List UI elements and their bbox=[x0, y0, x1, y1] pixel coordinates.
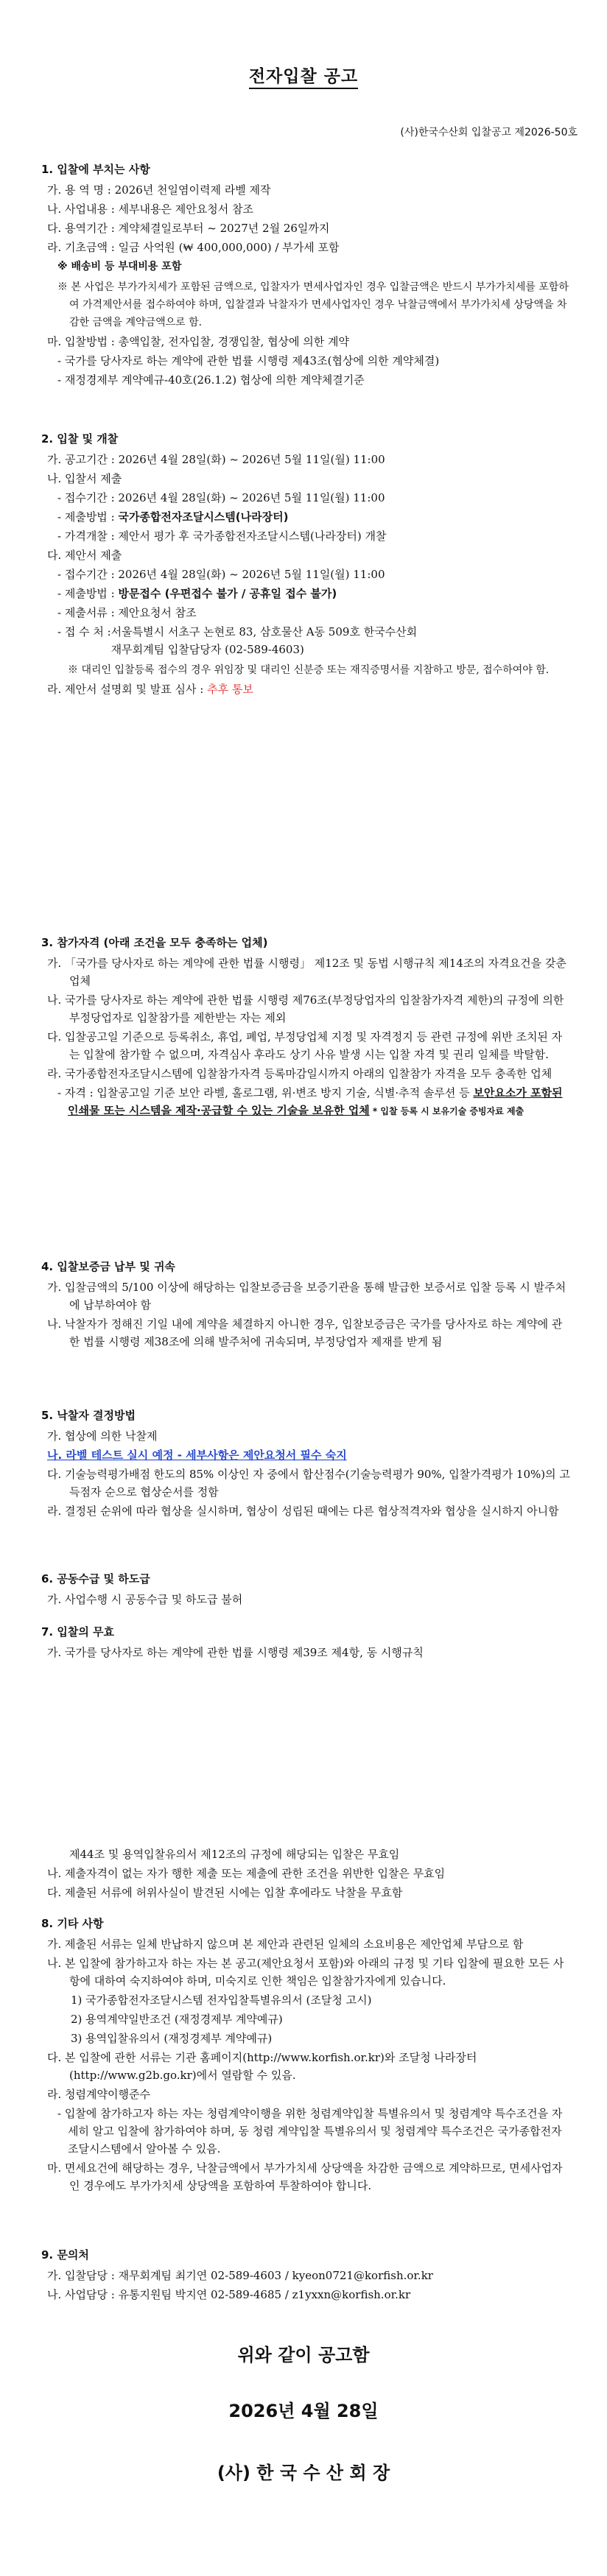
note-text: ※ 본 사업은 부가가치세가 포함된 금액으로, 입찰자가 면세사업자인 경우 입찰금액은 반드시 부가가치세를 포함하여 가격제안서를 접수하여야 하며, 입찰결과 낙찰자가 면세사업자인 경우 낙찰금액에서 부가가치세 상당액을 차감한 금액을 계약금액으로 함. bbox=[57, 281, 569, 328]
sub-item: - 제출방법 : 국가종합전자조달시스템(나라장터) bbox=[57, 510, 289, 524]
proposal-submission-method: 방문접수 (우편접수 불가 / 공휴일 접수 불가) bbox=[118, 587, 337, 600]
list-item: 가. 용 역 명 : 2026년 천일염이력제 라벨 제작 bbox=[47, 183, 271, 197]
section-1 bbox=[41, 161, 572, 390]
list-item: 나. 사업내용 : 세부내용은 제안요청서 참조 bbox=[47, 203, 253, 216]
contact: 재무회계팀 입찰담당자 (02-589-4603) bbox=[110, 643, 304, 656]
closing-date: 2026년 4월 28일 bbox=[228, 2401, 379, 2421]
list-item: 라. 기초금액 : 일금 사억원 (₩ 400,000,000) / 부가세 포함 bbox=[47, 241, 340, 254]
list-item: 마. 면세요건에 해당하는 경우, 낙찰금액에서 부가가치세 상당액을 차감한 금액으로 계약하므로, 면세사업자인 경우에도 부가가치세 상당액을 포함하여 투찰하여야 합니다. bbox=[47, 2161, 563, 2192]
section-heading: 8. 기타 사항 bbox=[41, 1917, 104, 1930]
list-item: 가. 국가를 당사자로 하는 계약에 관한 법률 시행령 제39조 제4항, 동 시행규칙 bbox=[47, 1646, 424, 1659]
section-6 bbox=[41, 1570, 572, 1610]
section-heading: 6. 공동수급 및 하도급 bbox=[41, 1572, 150, 1586]
list-item: 다. 제안서 제출 bbox=[47, 549, 122, 562]
sub-item: - 접 수 처 : 서울특별시 서초구 논현로 83, 삼호물산 A동 509호 한국수산회 재무회계팀 입찰담당자 (02-589-4603) bbox=[57, 625, 418, 656]
list-item: 가. 「국가를 당사자로 하는 계약에 관한 법률 시행령」 제12조 및 동법 시행규칙 제14조의 자격요건을 갖춘 업체 bbox=[47, 957, 566, 988]
section-4 bbox=[41, 1258, 572, 1352]
list-item: 마. 입찰방법 : 총액입찰, 전자입찰, 경쟁입찰, 협상에 의한 계약 bbox=[47, 335, 350, 348]
sub-item: - 접수기간 : 2026년 4월 28일(화) ~ 2026년 5월 11일(월) 11:00 bbox=[57, 491, 385, 504]
reference-item: 3) 용역입찰유의서 (재정경제부 계약예규) bbox=[71, 2032, 273, 2045]
list-item: 다. 본 입찰에 관한 서류는 기관 홈페이지(http://www.korfish.or.kr)와 조달청 나라장터(http://www.g2b.go.kr)에서 열람할 수 있음. bbox=[47, 2051, 477, 2082]
section-8 bbox=[41, 1915, 572, 2196]
list-item: 가. 제출된 서류는 일체 반납하지 않으며 본 제안과 관련된 일체의 소요비용은 제안업체 부담으로 함 bbox=[47, 1938, 524, 1951]
section-heading: 4. 입찰보증금 납부 및 귀속 bbox=[41, 1260, 175, 1273]
section-heading: 1. 입찰에 부치는 사항 bbox=[41, 163, 150, 176]
sub-item: - 자격 : 입찰공고일 기준 보안 라벨, 홀로그램, 위·변조 방지 기술, 식별·추적 솔루션 등 보안요소가 포함된 인쇄물 또는 시스템을 제작·공급할 수 있는 기술을 보유한 업체 * 입찰 등록 시 보유기술 증빙자료 제출 bbox=[57, 1086, 563, 1117]
section-5 bbox=[41, 1407, 572, 1521]
note-heading: ※ 배송비 등 부대비용 포함 bbox=[57, 261, 182, 272]
sub-item: - 접수기간 : 2026년 4월 28일(화) ~ 2026년 5월 11일(월) 11:00 bbox=[57, 568, 385, 581]
closing-statement: 위와 같이 공고함 bbox=[237, 2345, 370, 2365]
sub-item: - 재정경제부 계약예규-40호(26.1.2) 협상에 의한 계약체결기준 bbox=[57, 373, 365, 387]
section-heading: 2. 입찰 및 개찰 bbox=[41, 432, 119, 446]
section-7 bbox=[41, 1623, 572, 1663]
address: 서울특별시 서초구 논현로 83, 삼호물산 A동 509호 한국수산회 bbox=[110, 625, 418, 638]
list-item: 나. 국가를 당사자로 하는 계약에 관한 법률 시행령 제76조(부정당업자의 입찰참가자격 제한)의 규정에 의한 부정당업자로 입찰참가를 제한받는 자는 제외 bbox=[47, 993, 564, 1024]
list-item: 나. 본 입찰에 참가하고자 하는 자는 본 공고(제안요청서 포함)와 아래의 규정 및 기타 입찰에 필요한 모든 사항에 대하여 숙지하여야 하며, 미숙지로 인한 책임은 입찰참가자에게 있습니다. bbox=[47, 1957, 564, 1988]
sub-item: - 입찰에 참가하고자 하는 자는 청렴계약이행을 위한 청렴계약입찰 특별유의서 및 청렴계약 특수조건을 자세히 알고 입찰에 참가하여야 하며, 동 청렴 계약입찰 특별유의서 및 청렴계약 특수조건은 국가종합전자조달시스템에서 알아볼 수 있음. bbox=[57, 2107, 563, 2156]
sub-item: - 가격개찰 : 제안서 평가 후 국가종합전자조달시스템(나라장터) 개찰 bbox=[57, 529, 387, 543]
section-heading: 7. 입찰의 무효 bbox=[41, 1625, 115, 1639]
section-heading: 3. 참가자격 (아래 조건을 모두 충족하는 업체) bbox=[41, 936, 268, 949]
list-item: 다. 제출된 서류에 허위사실이 발견된 시에는 입찰 후에라도 낙찰을 무효함 bbox=[47, 1886, 403, 1899]
list-item: 가. 사업수행 시 공동수급 및 하도급 불허 bbox=[47, 1593, 243, 1606]
sub-item: - 제출서류 : 제안요청서 참조 bbox=[57, 606, 197, 619]
contact-bid: 가. 입찰담당 : 재무회계팀 최기연 02-589-4603 / kyeon0721@korfish.or.kr bbox=[47, 2269, 433, 2282]
section-heading: 9. 문의처 bbox=[41, 2248, 89, 2262]
reference-item: 2) 용역계약일반조건 (재정경제부 계약예규) bbox=[71, 2013, 283, 2026]
list-item: 라. 제안서 설명회 및 발표 심사 : 추후 통보 bbox=[47, 683, 253, 696]
reference-item: 1) 국가종합전자조달시스템 전자입찰특별유의서 (조달청 고시) bbox=[71, 1993, 372, 2007]
issuer-name: (사) 한 국 수 산 회 장 bbox=[217, 2463, 390, 2483]
list-item: 나. 제출자격이 없는 자가 행한 제출 또는 제출에 관한 조건을 위반한 입찰은 무효임 bbox=[47, 1867, 446, 1880]
section-2 bbox=[41, 430, 572, 700]
list-item: 다. 기술능력평가배점 한도의 85% 이상인 자 중에서 합산점수(기술능력평가 90%, 입찰가격평가 10%)의 고득점자 순으로 협상순서를 정함 bbox=[47, 1468, 570, 1499]
section-3 bbox=[41, 934, 572, 1122]
label-test-notice: 나. 라벨 테스트 실시 예정 - 세부사항은 제안요청서 필수 숙지 bbox=[47, 1449, 347, 1462]
qualification-emphasis: 보안요소가 포함된 인쇄물 또는 시스템을 제작·공급할 수 있는 기술을 보유한 업체 bbox=[68, 1086, 563, 1117]
list-item: 나. 입찰서 제출 bbox=[47, 472, 122, 485]
contact-project: 나. 사업담당 : 유통지원팀 박지연 02-589-4685 / z1yxxn@korfish.or.kr bbox=[47, 2288, 411, 2301]
list-item: 라. 국가종합전자조달시스템에 입찰참가자격 등록마감일시까지 아래의 입찰참가 자격을 모두 충족한 업체 bbox=[47, 1067, 552, 1080]
document-title: 전자입찰 공고 bbox=[0, 68, 607, 85]
evidence-note: * 입찰 등록 시 보유기술 증빙자료 제출 bbox=[369, 1106, 524, 1116]
tbd-text: 추후 통보 bbox=[207, 683, 253, 696]
list-item: 나. 낙찰자가 정해진 기일 내에 계약을 체결하지 아니한 경우, 입찰보증금은 국가를 당사자로 하는 계약에 관한 법률 시행령 제38조에 의해 발주처에 귀속되며, 부정당업자 제재를 받게 됨 bbox=[47, 1317, 563, 1348]
sub-item: - 국가를 당사자로 하는 계약에 관한 법률 시행령 제43조(협상에 의한 계약체결) bbox=[57, 354, 440, 367]
list-item: 가. 입찰금액의 5/100 이상에 해당하는 입찰보증금을 보증기관을 통해 발급한 보증서로 입찰 등록 시 발주처에 납부하여야 함 bbox=[47, 1281, 566, 1312]
section-9 bbox=[41, 2246, 572, 2305]
section-heading: 5. 낙찰자 결정방법 bbox=[41, 1409, 136, 1422]
list-item: 가. 공고기간 : 2026년 4월 28일(화) ~ 2026년 5월 11일(월) 11:00 bbox=[47, 453, 385, 466]
note-text: ※ 대리인 입찰등록 접수의 경우 위임장 및 대리인 신분증 또는 재직증명서를 지참하고 방문, 접수하여야 함. bbox=[68, 664, 550, 676]
section-7-continued bbox=[41, 1845, 572, 1903]
list-item-continued: 제44조 및 용역입찰유의서 제12조의 규정에 해당되는 입찰은 무효임 bbox=[69, 1848, 400, 1861]
list-item: 라. 결정된 순위에 따라 협상을 실시하며, 협상이 성립된 때에는 다른 협상적격자와 협상을 실시하지 아니함 bbox=[47, 1505, 559, 1518]
submission-method: 국가종합전자조달시스템(나라장터) bbox=[118, 510, 289, 524]
list-item: 라. 청렴계약이행준수 bbox=[47, 2088, 150, 2101]
announcement-number: (사)한국수산회 입찰공고 제2026-50호 bbox=[400, 127, 578, 138]
list-item: 다. 입찰공고일 기준으로 등록취소, 휴업, 폐업, 부정당업체 지정 및 자격정지 등 관련 규정에 위반 조치된 자는 입찰에 참가할 수 없으며, 자격심사 후라도 상기 사유 발생 시는 입찰 자격 및 권리 일체를 박탈함. bbox=[47, 1030, 563, 1061]
list-item: 다. 용역기간 : 계약체결일로부터 ~ 2027년 2월 26일까지 bbox=[47, 222, 330, 235]
list-item: 가. 협상에 의한 낙찰제 bbox=[47, 1429, 158, 1443]
sub-item: - 제출방법 : 방문접수 (우편접수 불가 / 공휴일 접수 불가) bbox=[57, 587, 337, 600]
